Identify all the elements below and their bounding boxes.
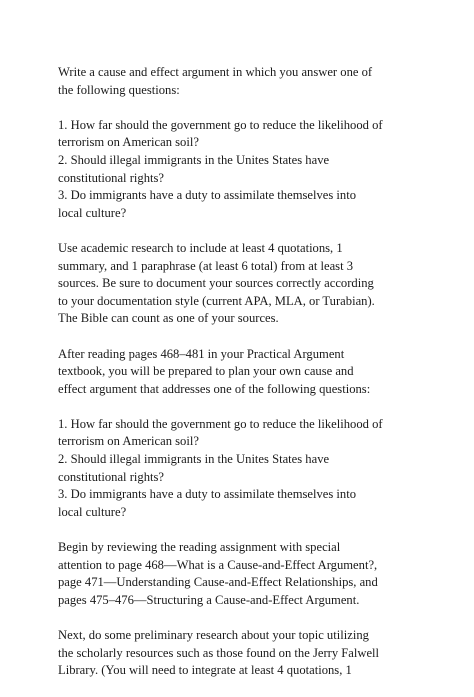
text-line: constitutional rights? (58, 170, 164, 185)
paragraph-review (58, 539, 468, 609)
text-line: Next, do some preliminary research about your topic utilizing (58, 628, 369, 642)
text-line: sources. Be sure to document your sources correctly according (58, 276, 374, 291)
paragraph-intro (58, 64, 468, 99)
text-line: the following questions: (58, 82, 180, 97)
text-line: summary, and 1 paraphrase (at least 6 total) from at least 3 (58, 258, 354, 273)
text-line: After reading pages 468–481 in your Practical Argument (58, 346, 345, 361)
text-line: effect argument that addresses one of the following questions: (58, 381, 371, 396)
text-line: The Bible can count as one of your sources. (58, 311, 279, 326)
text-line: local culture? (58, 205, 127, 220)
text-line: 1. How far should the government go to reduce the likelihood of (58, 117, 383, 132)
text-line: 2. Should illegal immigrants in the Unites States have (58, 452, 330, 467)
paragraph-next-steps (58, 627, 468, 680)
text-line: pages 475–476—Structuring a Cause-and-Effect Argument. (58, 592, 360, 607)
text-line: terrorism on American soil? (58, 135, 199, 150)
text-line: to your documentation style (current APA, MLA, or Turabian). (58, 293, 375, 308)
paragraph-questions-list (58, 117, 468, 223)
text-line: local culture? (58, 504, 127, 519)
text-line: 1. How far should the government go to reduce the likelihood of (58, 416, 383, 431)
text-line: terrorism on American soil? (58, 434, 199, 449)
text-line: 3. Do immigrants have a duty to assimilate themselves into (58, 487, 357, 502)
text-line: 3. Do immigrants have a duty to assimilate themselves into (58, 188, 357, 203)
text-line: Write a cause and effect argument in which you answer one of (58, 65, 373, 79)
text-line: Use academic research to include at least 4 quotations, 1 (58, 240, 343, 255)
text-line: Library. (You will need to integrate at least 4 quotations, 1 (58, 663, 352, 678)
text-line: 2. Should illegal immigrants in the Unites States have (58, 152, 330, 167)
text-line: attention to page 468—What is a Cause-and-Effect Argument?, (58, 557, 378, 572)
paragraph-reading (58, 346, 468, 399)
text-line: constitutional rights? (58, 469, 164, 484)
text-line: the scholarly resources such as those found on the Jerry Falwell (58, 645, 380, 660)
document-page (58, 64, 468, 697)
paragraph-research-requirements (58, 240, 468, 328)
text-line: textbook, you will be prepared to plan your own cause and (58, 364, 354, 379)
text-line: page 471—Understanding Cause-and-Effect Relationships, and (58, 575, 378, 590)
text-line: Begin by reviewing the reading assignment with special (58, 540, 341, 555)
paragraph-questions-list-repeat (58, 416, 468, 522)
